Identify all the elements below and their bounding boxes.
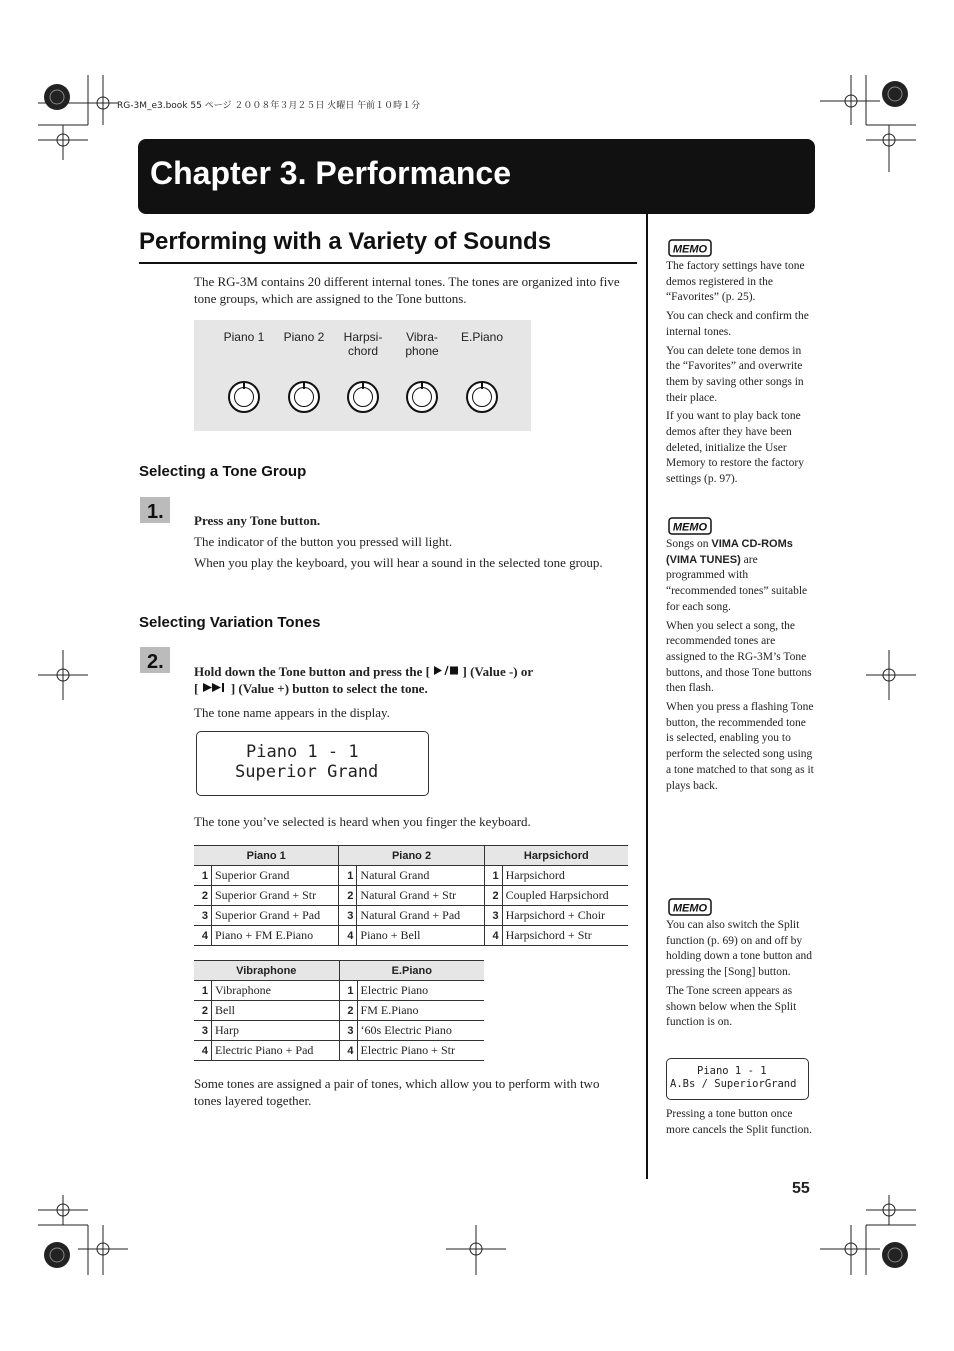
table-header: Piano 2 xyxy=(339,846,484,866)
chapter-title: Chapter 3. Performance xyxy=(150,155,512,191)
file-info: RG-3M_e3.book 55 ページ ２００８年３月２５日 火曜日 午前１０時１分 xyxy=(117,101,421,111)
selecting-variation-heading: Selecting Variation Tones xyxy=(139,614,321,631)
step-2-number: 2. xyxy=(147,651,164,673)
memo-icon xyxy=(668,239,712,257)
epiano-tone-button[interactable] xyxy=(466,381,498,413)
table-cell: ‘60s Electric Piano xyxy=(357,1021,484,1041)
step-1-note-2: When you play the keyboard, you will hear a sound in the selected tone group. xyxy=(194,555,603,570)
table-header: Harpsichord xyxy=(484,846,628,866)
memo-1-text: The factory settings have tone demos registered in the “Favorites” (p. 25). You can check and confirm the internal tones. You can delete tone demos in the “Favorites” and overwrite them by saving other songs in their place. If you want to play back tone demos after they have been deleted, initialize the User Memory to restore the factory settings (p. 97). xyxy=(666,260,809,486)
piano1-tone-button[interactable] xyxy=(228,381,260,413)
table-cell: Electric Piano xyxy=(357,981,484,1001)
table-row xyxy=(194,866,628,886)
table-cell: 1 xyxy=(484,866,502,886)
table-cell: Superior Grand + Pad xyxy=(212,906,339,926)
table-cell: 3 xyxy=(484,906,502,926)
table-cell: 1 xyxy=(194,981,212,1001)
table-row xyxy=(194,981,484,1001)
table-row xyxy=(194,1041,484,1061)
table-cell: 4 xyxy=(339,926,357,946)
table-header: Vibraphone xyxy=(194,961,339,981)
table-row xyxy=(194,1001,484,1021)
svg-text:MEMO: MEMO xyxy=(672,902,708,915)
vibraphone-tone-button[interactable] xyxy=(406,381,438,413)
table-row xyxy=(194,906,628,926)
table-cell: Vibraphone xyxy=(212,981,340,1001)
table-cell: Harpsichord + Choir xyxy=(502,906,628,926)
table-cell: Natural Grand + Str xyxy=(357,886,484,906)
memo-icon xyxy=(668,517,712,535)
table-cell: Electric Piano + Pad xyxy=(212,1041,340,1061)
table-header: Piano 1 xyxy=(194,846,339,866)
table-cell: Coupled Harpsichord xyxy=(502,886,628,906)
table-cell: 2 xyxy=(194,886,212,906)
table-cell: Harpsichord + Str xyxy=(502,926,628,946)
table-cell: Harp xyxy=(212,1021,340,1041)
table-cell: 4 xyxy=(194,1041,212,1061)
split-display-line-1: Piano 1 - 1 xyxy=(697,1065,767,1077)
memo-icon xyxy=(668,898,712,916)
section-rule xyxy=(139,262,637,264)
tone-label-harpsichord: Harpsi- chord xyxy=(343,330,383,358)
play-stop-icon xyxy=(433,665,459,676)
section-title: Performing with a Variety of Sounds xyxy=(139,228,552,255)
selecting-tone-group-heading: Selecting a Tone Group xyxy=(139,463,307,480)
memo-2-text: Songs on VIMA CD-ROMs (VIMA TUNES) are programmed with “recommended tones” suitable for each song. When you select a song, the recommended tones are assigned to the RG-3M’s Tone buttons, and those Tone buttons then flash. When you press a flashing Tone button, the recommended tone is selected, enabling you to perform the selected song using a tone matched to that song as it plays back. xyxy=(666,538,814,792)
table-cell: 4 xyxy=(484,926,502,946)
page-number: 55 xyxy=(792,1180,810,1197)
table-cell: Electric Piano + Str xyxy=(357,1041,484,1061)
layered-tones-note: Some tones are assigned a pair of tones, which allow you to perform with two tones layered together. xyxy=(194,1076,600,1108)
table-cell: 3 xyxy=(194,1021,212,1041)
table-cell: 4 xyxy=(194,926,212,946)
table-row xyxy=(194,926,628,946)
table-cell: 2 xyxy=(339,886,357,906)
tone-table-2 xyxy=(194,960,484,1061)
table-row xyxy=(194,1021,484,1041)
table-cell: Piano + FM E.Piano xyxy=(212,926,339,946)
intro-paragraph: The RG-3M contains 20 different internal tones. The tones are organized into five tone groups, which are assigned to the Tone buttons. xyxy=(194,274,620,306)
step-1-instruction: Press any Tone button. xyxy=(194,513,321,528)
memo-3-closing: Pressing a tone button once more cancels the Split function. xyxy=(666,1108,812,1136)
svg-text:MEMO: MEMO xyxy=(672,521,708,534)
step-1-number: 1. xyxy=(147,501,164,523)
table-cell: Natural Grand xyxy=(357,866,484,886)
table-cell: Superior Grand xyxy=(212,866,339,886)
split-display-line-2: A.Bs / SuperiorGrand xyxy=(670,1078,797,1090)
tone-label-piano2: Piano 2 xyxy=(283,330,325,344)
table-cell: FM E.Piano xyxy=(357,1001,484,1021)
column-divider xyxy=(646,214,648,1179)
table-cell: 1 xyxy=(339,981,357,1001)
table-cell: 2 xyxy=(194,1001,212,1021)
table-cell: Harpsichord xyxy=(502,866,628,886)
table-cell: 1 xyxy=(194,866,212,886)
table-row xyxy=(194,886,628,906)
table-cell: 3 xyxy=(194,906,212,926)
tone-display-line-2: Superior Grand xyxy=(235,762,379,782)
table-cell: 3 xyxy=(339,1021,357,1041)
svg-text:MEMO: MEMO xyxy=(672,243,708,256)
tone-label-piano1: Piano 1 xyxy=(223,330,265,344)
tone-table-1 xyxy=(194,845,628,946)
table-cell: 2 xyxy=(339,1001,357,1021)
table-cell: 2 xyxy=(484,886,502,906)
table-cell: Superior Grand + Str xyxy=(212,886,339,906)
table-cell: 4 xyxy=(339,1041,357,1061)
harpsichord-tone-button[interactable] xyxy=(347,381,379,413)
tone-label-vibraphone: Vibra- phone xyxy=(405,330,439,358)
display-note: The tone name appears in the display. xyxy=(194,705,390,720)
table-cell: Piano + Bell xyxy=(357,926,484,946)
step-2-instruction: Hold down the Tone button and press the [ ] (Value -) or [ ] (Value +) button to select the tone. xyxy=(194,664,534,696)
piano2-tone-button[interactable] xyxy=(288,381,320,413)
table-cell: 3 xyxy=(339,906,357,926)
table-header: E.Piano xyxy=(339,961,484,981)
memo-3-text: You can also switch the Split function (p. 69) on and off by holding down a tone button and pressing the [Song] button. The Tone screen appears as shown below when the Split function is on. xyxy=(666,919,812,1029)
fast-forward-icon xyxy=(202,682,228,693)
step-1-note-1: The indicator of the button you pressed will light. xyxy=(194,534,453,549)
table-cell: Natural Grand + Pad xyxy=(357,906,484,926)
tone-display-line-1: Piano 1 - 1 xyxy=(246,742,359,762)
heard-note: The tone you’ve selected is heard when you finger the keyboard. xyxy=(194,814,531,829)
table-cell: Bell xyxy=(212,1001,340,1021)
tone-label-epiano: E.Piano xyxy=(460,330,504,344)
table-cell: 1 xyxy=(339,866,357,886)
